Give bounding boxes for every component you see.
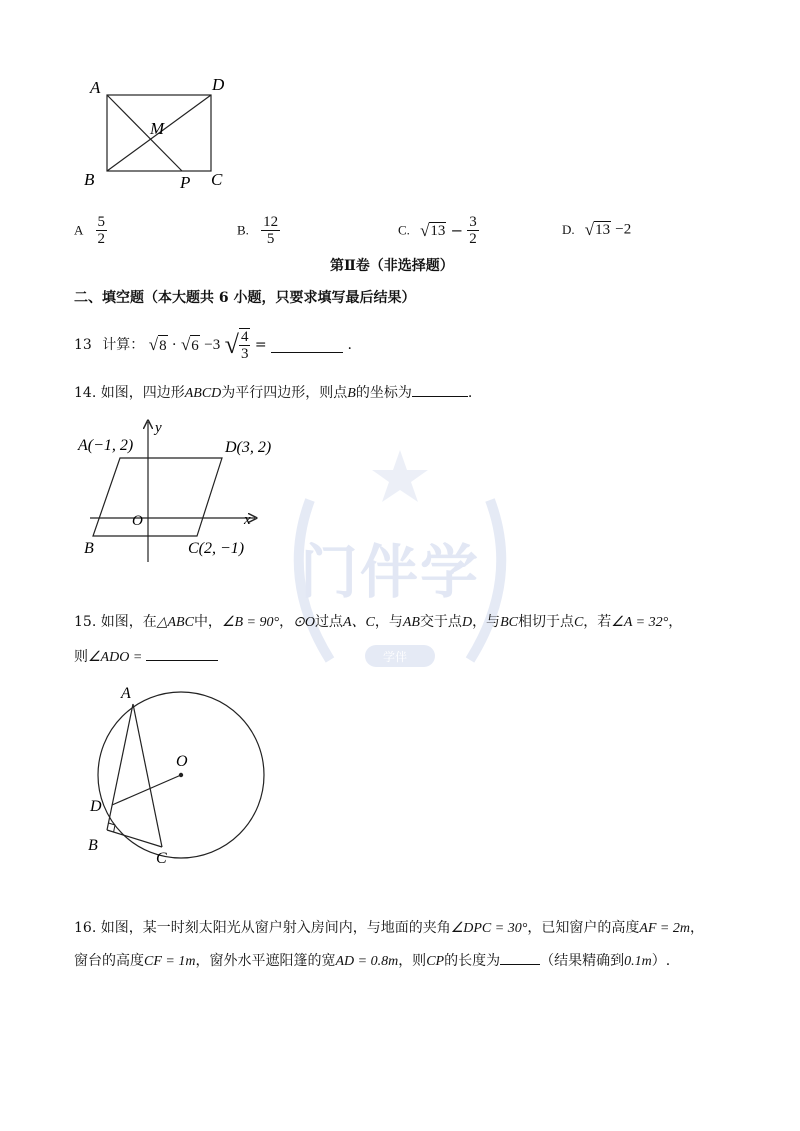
q13-frac-den: 3 [240, 346, 249, 362]
q15-text: 相切于点 [517, 614, 574, 630]
q16-precision: 0.1m [624, 954, 652, 969]
parallelogram-abcd [93, 458, 222, 536]
sqrt-sign: √ [148, 335, 159, 354]
q15-text: ， [279, 614, 294, 630]
option-c [398, 214, 479, 247]
q16-angle-dpc: ∠DPC = 30° [450, 921, 528, 936]
label-o: O [176, 753, 188, 770]
q16-text: ，已知窗户的高度 [527, 920, 640, 936]
watermark [270, 430, 530, 710]
q15-text: 中， [193, 614, 222, 630]
option-b [237, 214, 280, 247]
label-d: D [90, 798, 102, 815]
option-a-prefix: A [74, 222, 84, 238]
q16-text: 16. 如图，某一时刻太阳光从窗户射入房间内，与地面的夹角 [74, 920, 451, 936]
option-b-prefix: B. [237, 222, 249, 238]
center-point [179, 773, 183, 777]
q13-number: 13 [74, 337, 92, 353]
q15-text: ，若 [583, 614, 612, 630]
q14-text-before: 14. 如图，四边形 [74, 385, 185, 401]
label-c: C [211, 170, 223, 189]
option-c-op: − [450, 221, 464, 240]
q14-text-mid: 为平行四边形，则点 [221, 385, 348, 401]
point-c-label: C(2, −1) [188, 540, 245, 557]
segment-ab [107, 704, 133, 830]
section-title: 第Ⅱ卷（非选择题） [330, 258, 454, 274]
y-axis-label: y [155, 420, 162, 436]
option-a-num: 5 [97, 214, 106, 230]
q16-text: ）. [651, 953, 671, 969]
q13-end: . [347, 337, 352, 353]
q16-text: ，窗外水平遮阳篷的宽 [195, 953, 336, 969]
option-b-fraction [261, 214, 280, 247]
q15-line2-text: 则 [74, 649, 88, 665]
label-a: A [90, 78, 101, 97]
segment-ac [133, 704, 162, 847]
q16-cf: CF = 1m [144, 954, 196, 969]
label-b: B [88, 837, 98, 854]
question-16-line1 [74, 918, 704, 939]
fill-heading: 二、填空题（本大题共 6 小题，只要求填写最后结果） [74, 290, 416, 306]
q15-text: ，与 [472, 614, 501, 630]
q16-text: ， [690, 920, 704, 936]
origin-label: O [132, 513, 143, 529]
q13-frac-num: 4 [240, 329, 249, 345]
q16-ad: AD = 0.8m [335, 954, 399, 969]
option-a-den: 2 [97, 231, 106, 247]
q16-answer-blank[interactable] [500, 950, 540, 965]
q15-text: ，与 [374, 614, 403, 630]
option-d [562, 220, 631, 240]
q13-rad1: 8 [158, 335, 168, 356]
label-m: M [150, 119, 165, 138]
q13-fraction [239, 328, 251, 362]
question-16-line2 [74, 950, 670, 972]
label-p: P [180, 173, 191, 192]
q13-dot: · [172, 337, 177, 353]
option-c-den: 2 [469, 231, 477, 247]
watermark-text: 门伴学 [300, 538, 481, 606]
q15-text: ， [668, 614, 683, 630]
label-b: B [84, 170, 95, 189]
parallelogram-figure [70, 412, 290, 572]
option-b-den: 5 [266, 231, 275, 247]
q14-b: B [347, 386, 356, 401]
option-d-radicand: 13 [595, 222, 611, 238]
q15-angle-b: ∠B = 90° [221, 615, 280, 630]
q14-text-after: 的坐标为 [355, 385, 412, 401]
label-c: C [156, 850, 167, 867]
q13-minus3: −3 [204, 337, 221, 353]
option-d-tail: −2 [615, 221, 632, 238]
q15-text: 交于点 [419, 614, 462, 630]
q13-label: 计算： [102, 337, 145, 353]
question-15-line1 [74, 612, 682, 633]
question-15-line2 [74, 646, 218, 668]
q16-cp: CP [426, 954, 445, 969]
point-b-label: B [84, 540, 94, 557]
option-d-prefix: D. [562, 222, 575, 237]
q14-answer-blank[interactable] [412, 382, 468, 397]
option-c-fraction [467, 214, 479, 247]
q15-angle-a: ∠A = 32° [611, 615, 669, 630]
q16-text: 窗台的高度 [74, 953, 144, 969]
sqrt-sign: √ [224, 330, 239, 359]
watermark-badge: 学伴 [383, 650, 408, 664]
segment-ap [107, 95, 182, 171]
sqrt-sign: √ [584, 220, 595, 239]
option-c-radicand: 13 [430, 222, 446, 239]
q15-point-d: D [461, 615, 473, 630]
sqrt-sign: √ [420, 220, 430, 240]
q14-abcd: ABCD [184, 386, 222, 401]
point-d-label: D(3, 2) [225, 439, 272, 456]
option-c-prefix: C. [398, 222, 410, 238]
q16-text: 的长度为 [444, 953, 501, 969]
q16-text: ，则 [398, 953, 427, 969]
sqrt-sign: √ [180, 335, 191, 354]
option-a-fraction [96, 214, 108, 247]
option-b-num: 12 [263, 214, 279, 230]
q13-rad2: 6 [190, 335, 200, 356]
q15-text: 15. 如图，在 [74, 614, 157, 630]
q15-answer-blank[interactable] [146, 646, 218, 661]
rectangle-figure [70, 70, 250, 200]
question-13 [74, 328, 352, 362]
label-d: D [212, 75, 225, 94]
q15-triangle: △ABC [156, 615, 194, 630]
option-c-num: 3 [469, 214, 477, 230]
question-14 [74, 382, 472, 404]
circle-figure [80, 680, 280, 870]
q15-segment-bc: BC [500, 615, 518, 630]
q15-text: 过点 [314, 614, 343, 630]
q16-af: AF = 2m [639, 921, 690, 936]
option-a [74, 214, 107, 247]
q15-points-ac: A、C [342, 615, 375, 630]
segment-do [112, 775, 181, 805]
q16-text: （结果精确到 [540, 953, 625, 969]
q13-eq: = [254, 337, 267, 353]
q14-end: . [467, 385, 473, 401]
q15-angle-ado: ∠ADO = [88, 650, 143, 665]
q15-point-c: C [573, 615, 584, 630]
q15-circle-o: ⊙O [293, 615, 315, 630]
x-axis-label: x [244, 512, 251, 528]
q15-segment-ab: AB [402, 615, 420, 630]
point-a-label: A(−1, 2) [78, 437, 134, 454]
label-a: A [121, 685, 131, 702]
q13-answer-blank[interactable] [271, 338, 343, 353]
